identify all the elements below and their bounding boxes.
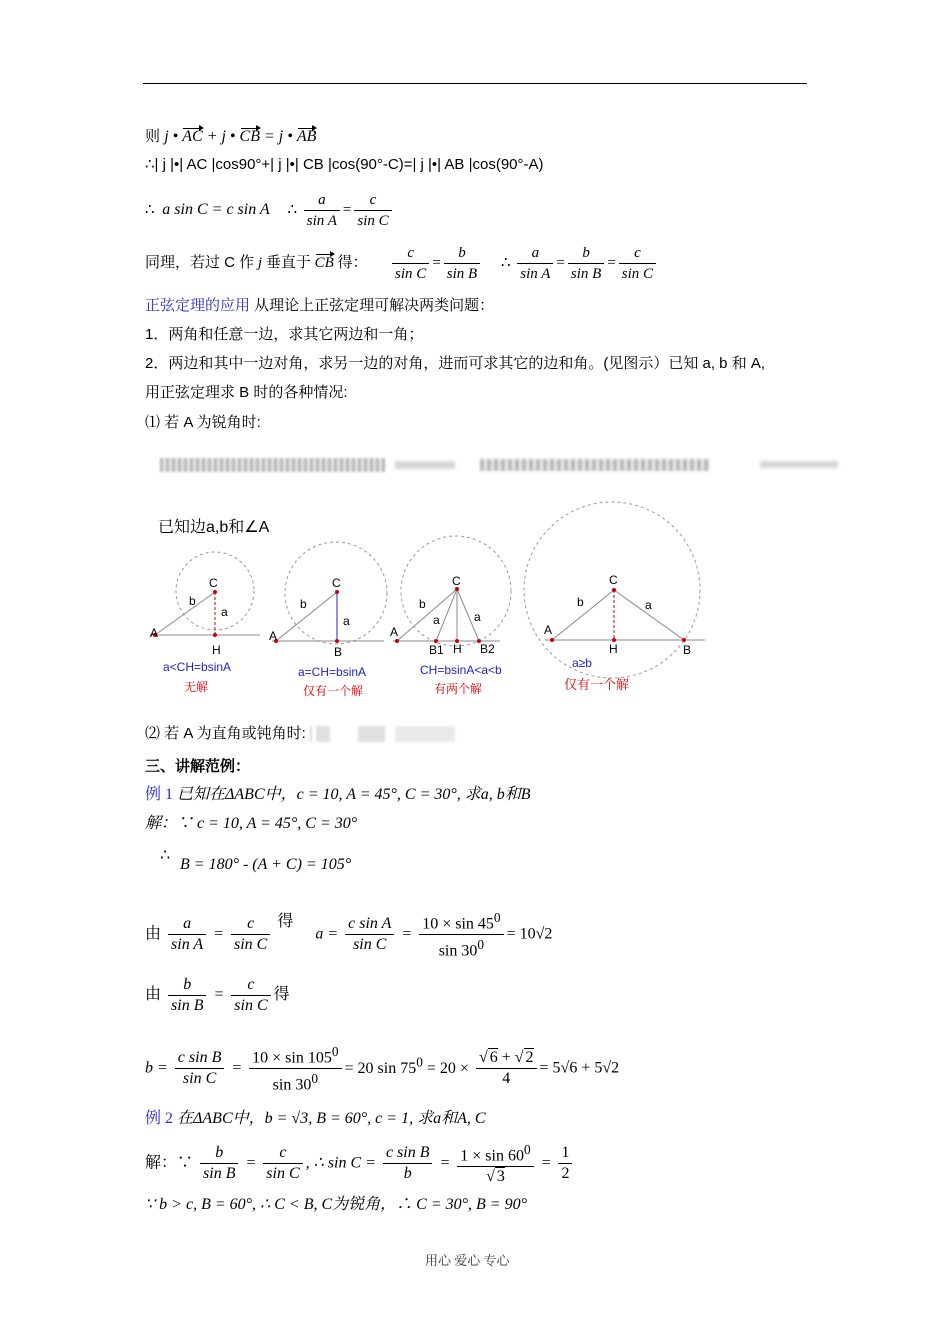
similarly-line: 同理，若过 C 作 j 垂直于 CB 得： $\frac{c}{\text{sin C}}$ = $\frac{b}{\text{sin B}}$ ∴ $\frac{a}{\text{sin A}}$ = $\frac{b}{\text{sin B}}$ = $\frac{c}{\text{sin C}}$ <box>145 243 659 284</box>
c4-label-H: H <box>609 642 618 656</box>
get-text-b: 得 <box>273 986 290 1004</box>
case4-diagram <box>524 502 705 692</box>
page-footer: 用心 爱心 专心 <box>425 1253 510 1268</box>
example2-solution: 解：∵ $\frac{b}{\text{sin B}}$ = $\frac{c}{\text{sin C}}$ , ∴ sin C = $\frac{\text{c sin B}}{b}$ = $\frac{1 \times \sin 60^0}{√ 3}$ = $\frac{1}{2}$ <box>145 1140 575 1187</box>
case-line-2: 2．两边和其中一边对角，求另一边的对角，进而可求其它的边和角。(见图示）已知 a, b 和 A, <box>145 355 766 372</box>
example1-statement <box>145 784 531 806</box>
example2-conclusion: ∵ b > c, B = 60°, ∴ C < B, C为锐角，∴ C = 30°, B = 90° <box>145 1196 527 1213</box>
example1-therefore: ∴ <box>160 847 171 864</box>
acute-case-heading: ⑴ 若 A 为锐角时: <box>145 414 261 431</box>
from-text: 由 <box>145 925 162 943</box>
vector-equation: j • AC + j • CB = j • AB <box>164 128 317 145</box>
c3-label-b: b <box>419 597 426 611</box>
a-result: = 10√2 <box>506 925 553 943</box>
c2-label-b: b <box>300 597 307 611</box>
c3-caption-2: 有两个解 <box>434 682 483 696</box>
c3-caption-1: CH=bsinA<a<b <box>420 663 502 677</box>
c1-caption-2: 无解 <box>184 680 209 694</box>
c1-label-H: H <box>212 643 221 657</box>
c2-label-C: C <box>332 576 341 590</box>
c1-label-A: A <box>150 626 159 640</box>
example2-statement <box>145 1108 486 1130</box>
c2-label-A: A <box>269 629 278 643</box>
case2-diagram <box>269 542 387 698</box>
application-title: 正弦定理的应用 <box>145 297 251 314</box>
c3-label-a: a <box>433 613 440 627</box>
c4-label-C: C <box>609 573 618 587</box>
fraction-a-sinA: $\frac{a}{\text{sin A}}$ <box>304 190 340 231</box>
c3-label-B1: B1 <box>429 643 444 657</box>
c1-caption-1: a<CH=bsinA <box>163 660 232 674</box>
fraction-c-sinC-2: $\frac{c}{\text{sin C}}$ <box>392 243 429 284</box>
example1-b-solution: b = $\frac{\text{c sin B}}{\text{sin C}}$ = $\frac{10 \times \sin 105^0}{\sin 30^0}$ = 20 $\sin 75^0 = 20$ × $\frac{√ 6 + √ 2}{4}$ = 5√6 + 5√2 <box>145 1044 620 1094</box>
equation-asinC: a sin C = c sin A <box>162 200 270 218</box>
word-then: 则 <box>145 128 161 145</box>
obtuse-case-heading <box>145 724 460 744</box>
fraction-c-sinC-3: $\frac{c}{\text{sin C}}$ <box>619 243 656 284</box>
c4-label-A: A <box>544 623 553 637</box>
example1-B-equation: B = 180° - (A + C) = 105° <box>180 856 352 873</box>
solution-label: 解：∵ <box>145 1154 194 1172</box>
example1-label: 例 1 <box>145 786 174 803</box>
case-line-1: 1．两角和任意一边，求其它两边和一角； <box>145 326 424 343</box>
c2-caption-2: 仅有一个解 <box>303 684 364 698</box>
fraction-c-sinC: $\frac{c}{\text{sin C}}$ <box>354 190 391 231</box>
similarly-text: 同理，若过 C 作 <box>145 253 255 271</box>
c1-label-C: C <box>209 576 218 590</box>
example2-text: 在ΔABC中，b = √3, B = 60°, c = 1, 求a和A, C <box>177 1110 486 1127</box>
vector-j: j <box>257 254 263 271</box>
fraction-b-sinB: $\frac{b}{\text{sin B}}$ <box>444 243 480 284</box>
perpendicular-text: 垂直于 <box>265 253 311 271</box>
therefore-symbol-2: ∴ <box>287 201 297 218</box>
c4-label-B: B <box>683 643 692 657</box>
c2-caption-1: a=CH=bsinA <box>298 665 367 679</box>
get-text-a: 得 <box>277 913 294 930</box>
c3-label-a2: a <box>474 610 481 624</box>
vector-cb: CB <box>314 254 334 271</box>
c4-caption-1: a≥b <box>572 656 592 670</box>
example1-text: 已知在ΔABC中，c = 10, A = 45°, C = 30°, 求a, b和B <box>177 786 531 803</box>
case1-diagram <box>150 552 260 694</box>
c3-label-B2: B2 <box>480 642 495 656</box>
dot-product-line: ∴| j |•| AC |cos90°+| j |•| CB |cos(90°-C)=| j |•| AB |cos(90°-A) <box>145 156 544 173</box>
section-heading: 三、讲解范例： <box>145 758 251 775</box>
figure-title: 已知边a,b和∠A <box>158 519 270 536</box>
application-text: 从理论上正弦定理可解决两类问题： <box>250 297 495 314</box>
case-line-3: 用正弦定理求 B 时的各种情况: <box>145 384 348 401</box>
example1-a-solution: 由 $\frac{a}{\text{sin A}}$ = $\frac{c}{\text{sin C}}$ 得 a = $\frac{\text{c sin A}}{\text{sin C}}$ = $\frac{10 \times \sin 45^0}{\sin 30^0}$ = 10√2 <box>145 910 553 960</box>
blurred-inequalities <box>310 726 460 742</box>
acute-angle-figure <box>140 495 720 710</box>
c4-label-a: a <box>645 598 652 612</box>
example1-given: 解：∵ c = 10, A = 45°, C = 30° <box>145 815 358 832</box>
header-rule <box>143 83 807 84</box>
vector-equation-line <box>145 127 316 147</box>
c4-label-b: b <box>577 595 584 609</box>
get-text: 得： <box>337 253 368 271</box>
c3-label-H: H <box>453 642 462 656</box>
blurred-formula-strip <box>160 456 840 476</box>
fraction-b-sinB-2: $\frac{b}{\text{sin B}}$ <box>568 243 604 284</box>
c3-label-A: A <box>390 625 399 639</box>
c4-caption-2: 仅有一个解 <box>564 677 630 692</box>
c2-label-a: a <box>343 614 350 628</box>
application-line <box>145 296 494 316</box>
fraction-a-sinA-2: $\frac{a}{\text{sin A}}$ <box>517 243 553 284</box>
c1-label-b: b <box>189 594 196 608</box>
c1-label-a: a <box>221 605 228 619</box>
obtuse-case-text: ⑵ 若 A 为直角或钝角时: <box>145 725 306 742</box>
case3-diagram <box>390 536 511 696</box>
sine-ratio-line: ∴ a sin C = c sin A ∴ $\frac{a}{\text{sin A}}$ = $\frac{c}{\text{sin C}}$ <box>145 190 395 231</box>
c3-label-C: C <box>452 574 461 588</box>
c2-label-B: B <box>334 645 343 659</box>
from-text-2: 由 <box>145 986 162 1004</box>
example2-label: 例 2 <box>145 1110 174 1127</box>
b-result: = 5√6 + 5√2 <box>539 1059 620 1077</box>
example1-b-ratio: 由 $\frac{b}{\text{sin B}}$ = $\frac{c}{\text{sin C}}$ 得 <box>145 976 290 1014</box>
therefore-symbol: ∴ <box>145 201 155 218</box>
